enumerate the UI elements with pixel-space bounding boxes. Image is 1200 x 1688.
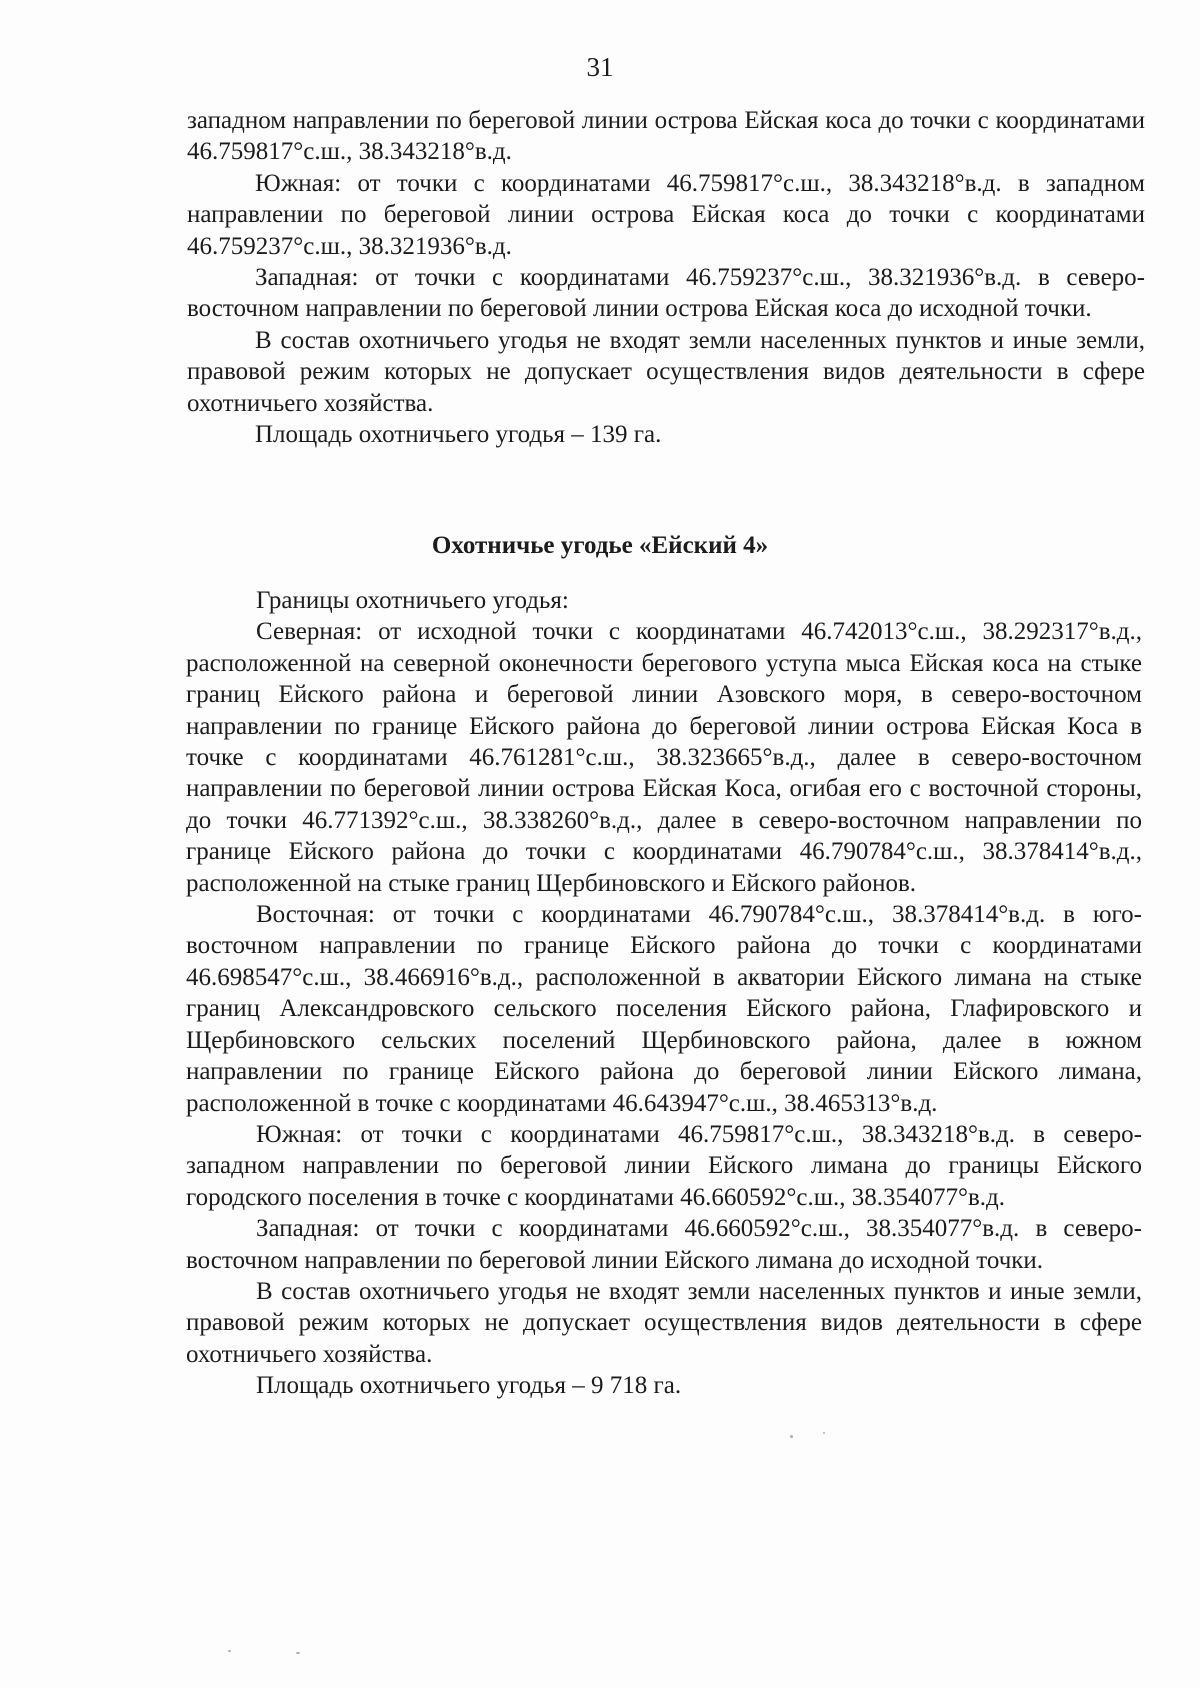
paragraph-south-boundary: Южная: от точки с координатами 46.759817°с.ш., 38.343218°в.д. в северо-западном направлении по береговой линии Ейского лимана до границы Ейского городского поселения в точке с координатами 46.660592°с.ш., 38.354077°в.д.	[186, 1120, 1142, 1211]
paragraph-east-boundary: Восточная: от точки с координатами 46.790784°с.ш., 38.378414°в.д. в юго-восточном направлении по границе Ейского района до точки с координатами 46.698547°с.ш., 38.466916°в.д., расположенной в акватории Ейского лимана на стыке границ Александровского сельского поселения Ейского района, Глафировского и Щербиновского сельских поселений Щербиновского района, далее в южном направлении по границе Ейского района до береговой линии Ейского лимана, расположенной в точке с координатами 46.643947°с.ш., 38.465313°в.д.	[186, 901, 1142, 1117]
scan-speck	[790, 1435, 793, 1438]
paragraph-exclusion: В состав охотничьего угодья не входят земли населенных пунктов и иные земли, правовой режим которых не допускает осуществления видов деятельности в сфере охотничьего хозяйства.	[187, 326, 1145, 417]
paragraph-continuation: западном направлении по береговой линии острова Ейская коса до точки с координатами 46.759817°с.ш., 38.343218°в.д.	[187, 107, 1145, 166]
paragraph-west-boundary: Западная: от точки с координатами 46.660592°с.ш., 38.354077°в.д. в северо-восточном направлении по береговой линии Ейского лимана до исходной точки.	[186, 1215, 1142, 1274]
boundaries-label: Границы охотничьего угодья:	[256, 587, 569, 614]
section-heading: Охотничье угодье «Ейский 4»	[431, 532, 769, 559]
paragraph-west-boundary: Западная: от точки с координатами 46.759237°с.ш., 38.321936°в.д. в северо-восточном направлении по береговой линии острова Ейская коса до исходной точки.	[187, 264, 1145, 323]
paragraph-south-boundary: Южная: от точки с координатами 46.759817°с.ш., 38.343218°в.д. в западном направлении по береговой линии острова Ейская коса до точки с координатами 46.759237°с.ш., 38.321936°в.д.	[187, 169, 1145, 260]
paragraph-area: Площадь охотничьего угодья – 9 718 га.	[256, 1372, 682, 1400]
page-number: 31	[586, 52, 614, 82]
scan-speck	[823, 1432, 825, 1434]
top-section	[187, 105, 1145, 450]
paragraph-north-boundary: Северная: от исходной точки с координатами 46.742013°с.ш., 38.292317°в.д., расположенной на северной оконечности берегового уступа мыса Ейская коса на стыке границ Ейского района и береговой линии Азовского моря, в северо-восточном направлении по границе Ейского района до береговой линии острова Ейская Коса в точке с координатами 46.761281°с.ш., 38.323665°в.д., далее в северо-восточном направлении по береговой линии острова Ейская Коса, огибая его с восточной стороны, до точки 46.771392°с.ш., 38.338260°в.д., далее в северо-восточном направлении по границе Ейского района до точки с координатами 46.790784°с.ш., 38.378414°в.д., расположенной на стыке границ Щербиновского и Ейского районов.	[186, 618, 1142, 897]
scan-speck	[228, 1650, 231, 1652]
scan-speck	[296, 1652, 300, 1654]
paragraph-exclusion: В состав охотничьего угодья не входят земли населенных пунктов и иные земли, правовой режим которых не допускает осуществления видов деятельности в сфере охотничьего хозяйства.	[186, 1277, 1142, 1368]
section-body	[186, 585, 1142, 1402]
paragraph-area: Площадь охотничьего угодья – 139 га.	[255, 421, 662, 449]
